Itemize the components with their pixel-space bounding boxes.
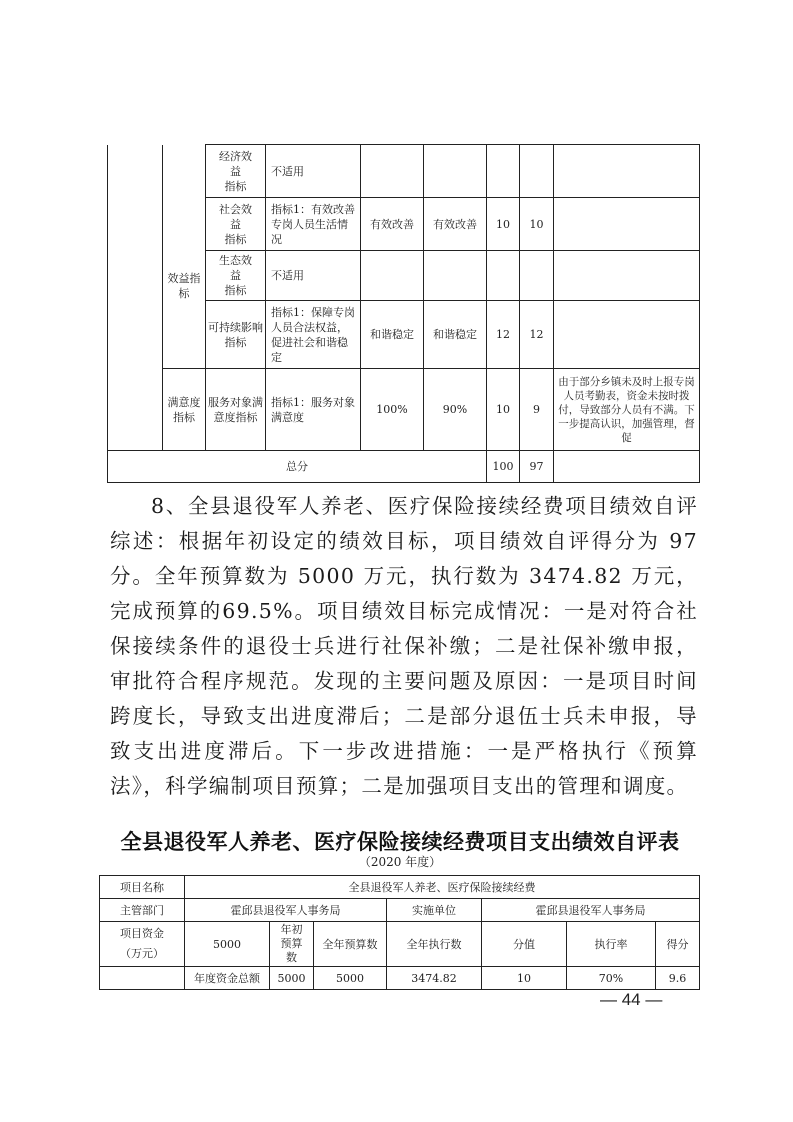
- subcategory-cell: 生态效 益 指标: [206, 251, 266, 301]
- indicator-cell: 指标1：保障专岗人员合法权益，促进社会和谐稳定: [266, 301, 361, 369]
- indicator-cell: 指标1：服务对象满意度: [266, 369, 361, 451]
- weight-cell: [487, 251, 520, 301]
- weight-cell: 10: [487, 369, 520, 451]
- subcategory-cell: 社会效 益 指标: [206, 198, 266, 251]
- funds-label: 项目资金 （万元）: [100, 922, 185, 967]
- indicator-cell: 不适用: [266, 251, 361, 301]
- header-cell: 分值: [482, 922, 567, 967]
- target-cell: 100%: [361, 369, 424, 451]
- indicator-cell: 指标1：有效改善专岗人员生活情况: [266, 198, 361, 251]
- weight-cell: [487, 145, 520, 198]
- actual-cell: 有效改善: [424, 198, 487, 251]
- header-cell: 执行率: [567, 922, 656, 967]
- performance-indicator-table: [107, 144, 700, 483]
- header-cell: 5000: [185, 922, 270, 967]
- category-label: 效益指标: [167, 272, 201, 301]
- remark-cell: [554, 251, 700, 301]
- data-cell: 5000: [314, 967, 387, 990]
- data-cell: 3474.82: [387, 967, 482, 990]
- actual-cell: [424, 251, 487, 301]
- project-name-value: 全县退役军人养老、医疗保险接续经费: [185, 876, 700, 899]
- table-row: [108, 369, 700, 451]
- subcategory-cell: 可持续影响指标: [206, 301, 266, 369]
- section-title: 全县退役军人养老、医疗保险接续经费项目支出绩效自评表: [120, 830, 680, 854]
- impl-label: 实施单位: [387, 899, 482, 922]
- weight-cell: 10: [487, 198, 520, 251]
- subcategory-cell: 服务对象满意度指标: [206, 369, 266, 451]
- table-row: [100, 922, 700, 967]
- impl-value: 霍邱县退役军人事务局: [482, 899, 700, 922]
- data-cell: 5000: [270, 967, 314, 990]
- summary-text: 8、全县退役军人养老、医疗保险接续经费项目绩效自评综述：根据年初设定的绩效目标，项目绩效自评得分为 97 分。全年预算数为 5000 万元，执行数为 3474.82 万元，完成预算的69.5%。项目绩效目标完成情况：一是对符合社保接续条件的退役士兵进行社保补缴；二是社保补缴申报，审批符合程序规范。发现的主要问题及原因：一是项目时间跨度长，导致支出进度滞后；二是部分退伍士兵未申报，导致支出进度滞后。下一步改进措施：一是严格执行《预算法》，科学编制项目预算；二是加强项目支出的管理和调度。: [110, 494, 698, 798]
- remark-cell: [554, 145, 700, 198]
- target-cell: [361, 251, 424, 301]
- actual-cell: 和谐稳定: [424, 301, 487, 369]
- actual-cell: 90%: [424, 369, 487, 451]
- score-cell: 12: [520, 301, 554, 369]
- score-cell: 9: [520, 369, 554, 451]
- total-weight: 100: [487, 451, 520, 483]
- category-cell: [163, 145, 206, 369]
- subcategory-cell: 经济效 益 指标: [206, 145, 266, 198]
- header-cell: 年初预算数: [270, 922, 314, 967]
- actual-cell: [424, 145, 487, 198]
- expenditure-evaluation-table: [99, 875, 700, 990]
- total-remark: [554, 451, 700, 483]
- score-cell: [520, 145, 554, 198]
- header-cell: 得分: [656, 922, 700, 967]
- remark-cell: 由于部分乡镇未及时上报专岗人员考勤表，资金未按时拨付，导致部分人员有不满。下一步提高认识，加强管理，督促: [554, 369, 700, 451]
- remark-cell: [554, 198, 700, 251]
- data-cell: 9.6: [656, 967, 700, 990]
- target-cell: 有效改善: [361, 198, 424, 251]
- target-cell: 和谐稳定: [361, 301, 424, 369]
- remark-cell: [554, 301, 700, 369]
- target-cell: [361, 145, 424, 198]
- data-cell: 年度资金总额: [185, 967, 270, 990]
- dept-value: 霍邱县退役军人事务局: [185, 899, 387, 922]
- total-label: 总分: [108, 451, 487, 483]
- table-row: [100, 876, 700, 899]
- summary-paragraph: [110, 489, 698, 804]
- header-cell: 全年执行数: [387, 922, 482, 967]
- category-cell: 满意度指标: [163, 369, 206, 451]
- table-row: [100, 967, 700, 990]
- dept-label: 主管部门: [100, 899, 185, 922]
- project-name-label: 项目名称: [100, 876, 185, 899]
- table-row: [100, 899, 700, 922]
- total-score: 97: [520, 451, 554, 483]
- weight-cell: 12: [487, 301, 520, 369]
- section-subtitle: （2020 年度）: [358, 855, 442, 869]
- page-number: — 44 —: [600, 990, 663, 1009]
- table-row: [108, 145, 700, 198]
- indicator-cell: 不适用: [266, 145, 361, 198]
- outer-category-cell: [108, 145, 163, 451]
- score-cell: 10: [520, 198, 554, 251]
- data-cell: 10: [482, 967, 567, 990]
- data-cell: [100, 967, 185, 990]
- data-cell: 70%: [567, 967, 656, 990]
- score-cell: [520, 251, 554, 301]
- header-cell: 全年预算数: [314, 922, 387, 967]
- total-row: [108, 451, 700, 483]
